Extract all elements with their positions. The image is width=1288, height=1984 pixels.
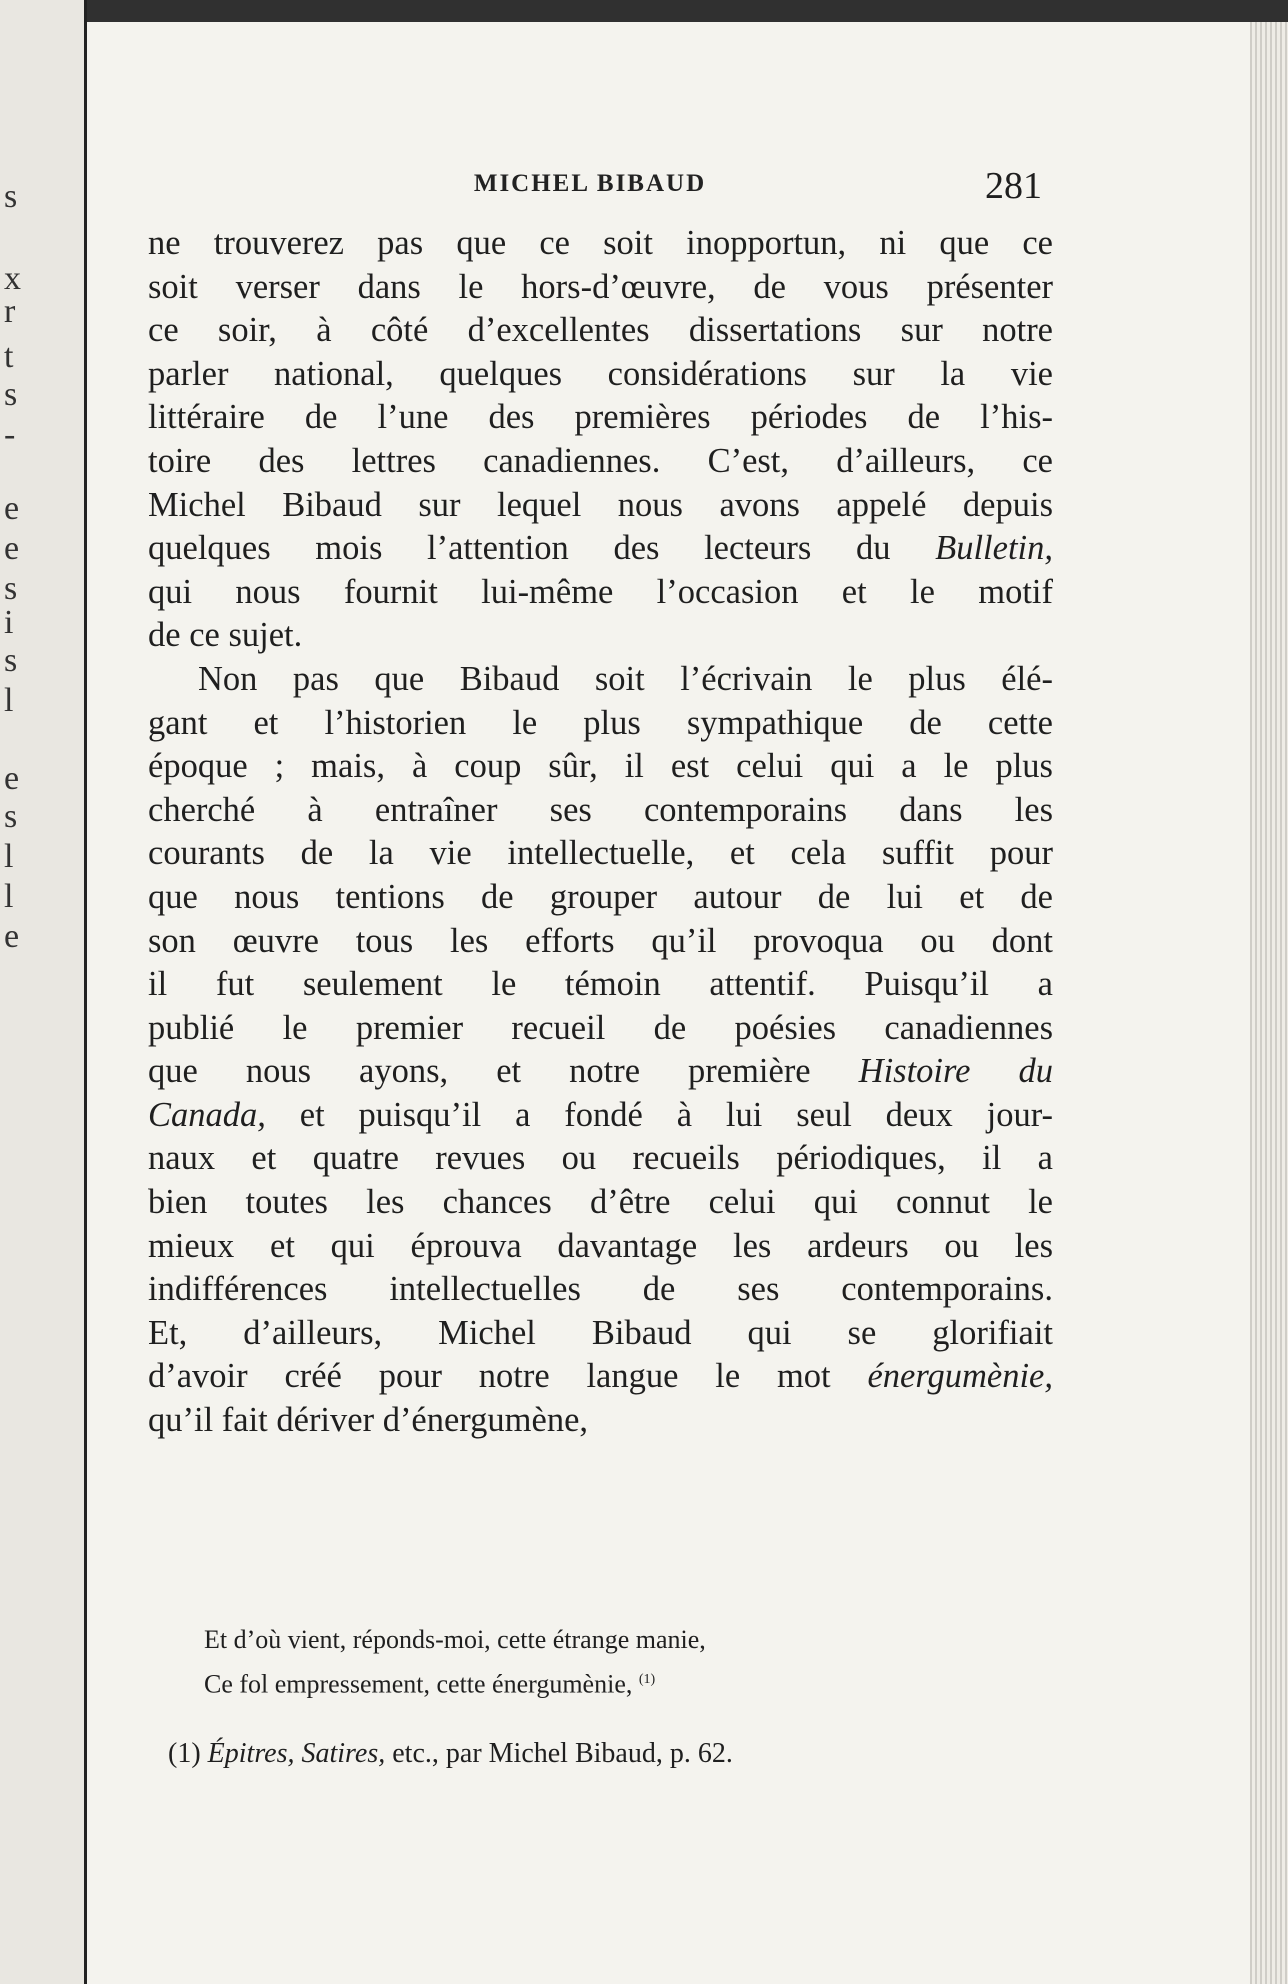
previous-page-char: s (4, 642, 18, 679)
text-line: de ce sujet. (148, 616, 303, 655)
text-run: et puisqu’il a fondé à lui seul deux jour- (265, 1095, 1053, 1134)
page-stack-edge (1250, 22, 1288, 1984)
running-head: MICHEL BIBAUD (473, 170, 707, 197)
previous-page-char: s (4, 376, 18, 413)
italic-title: Épitres, Satires, (207, 1738, 386, 1769)
text-line: littéraire de l’une des premières périodes de l’his- (148, 398, 1053, 437)
text-line: Et, d’ailleurs, Michel Bibaud qui se glorifiait (148, 1313, 1053, 1352)
previous-page-char: l (4, 838, 14, 875)
footnote-ref: (1) (638, 1672, 656, 1687)
text-line (148, 1355, 1053, 1399)
previous-page-char: l (4, 878, 14, 915)
verse-line (204, 1660, 964, 1705)
previous-page-char: s (4, 570, 18, 607)
text-line: cherché à entraîner ses contemporains dans les (148, 790, 1053, 829)
text-line: qui nous fournit lui-même l’occasion et le motif (148, 572, 1053, 611)
previous-page-char: e (4, 530, 20, 567)
text-line: Michel Bibaud sur lequel nous avons appelé depuis (148, 485, 1053, 524)
text-line: Non pas que Bibaud soit l’écrivain le plus élé- (198, 659, 1053, 698)
previous-page-char: x (4, 260, 21, 297)
previous-page-char: r (4, 293, 16, 330)
italic-title: Canada, (148, 1095, 266, 1134)
previous-page-char: i (4, 604, 14, 641)
previous-page-edge (0, 0, 87, 1984)
text-line: soit verser dans le hors-d’œuvre, de vous présenter (148, 267, 1053, 306)
text-line: mieux et qui éprouva davantage les ardeurs ou les (148, 1226, 1053, 1265)
text-line (148, 1050, 1053, 1094)
italic-title: Bulletin, (935, 529, 1053, 568)
previous-page-char: s (4, 798, 18, 835)
text-line (148, 527, 1053, 571)
text-run: quelques mois l’attention des lecteurs du (148, 529, 936, 568)
previous-page-char: e (4, 760, 20, 797)
text-line: ne trouverez pas que ce soit inopportun, ni que ce (148, 224, 1053, 262)
text-line: courants de la vie intellectuelle, et cela suffit pour (148, 834, 1053, 873)
previous-page-char: s (4, 178, 18, 215)
footnote-mark: (1) (168, 1738, 201, 1769)
verse-line: Et d’où vient, réponds-moi, cette étrange manie, (204, 1625, 706, 1654)
page-number: 281 (985, 165, 1042, 207)
italic-word: énergumènie, (867, 1357, 1053, 1396)
text-line: publié le premier recueil de poésies canadiennes (148, 1008, 1053, 1047)
previous-page-char: e (4, 918, 20, 955)
previous-page-char: t (4, 338, 14, 375)
scan-top-border (87, 0, 1288, 22)
text-line: qu’il fait dériver d’énergumène, (148, 1401, 589, 1440)
text-line: indifférences intellectuelles de ses contemporains. (148, 1270, 1053, 1309)
text-line: son œuvre tous les efforts qu’il provoqua ou dont (148, 921, 1053, 960)
text-line: parler national, quelques considérations sur la vie (148, 354, 1053, 393)
verse-quote (204, 1620, 964, 1705)
footnote (168, 1738, 968, 1770)
text-run: d’avoir créé pour notre langue le mot (148, 1357, 868, 1396)
text-run: Ce fol empressement, cette énergumènie, (204, 1669, 633, 1699)
previous-page-char: l (4, 682, 14, 719)
text-line: il fut seulement le témoin attentif. Puisqu’il a (148, 965, 1053, 1004)
text-line: époque ; mais, à coup sûr, il est celui qui a le plus (148, 747, 1053, 786)
text-run: etc., par Michel Bibaud, p. 62. (385, 1738, 733, 1769)
text-line: toire des lettres canadiennes. C’est, d’ailleurs, ce (148, 441, 1053, 480)
text-run: que nous ayons, et notre première (148, 1052, 859, 1091)
text-line: ce soir, à côté d’excellentes dissertations sur notre (148, 311, 1053, 350)
previous-page-char: e (4, 490, 20, 527)
previous-page-char: - (4, 416, 16, 453)
text-line: gant et l’historien le plus sympathique de cette (148, 703, 1053, 742)
text-line: que nous tentions de grouper autour de lui et de (148, 877, 1053, 916)
text-line: naux et quatre revues ou recueils périodiques, il a (148, 1139, 1053, 1178)
italic-title: Histoire du (858, 1052, 1053, 1091)
body-text (148, 222, 1053, 1443)
text-line (148, 1094, 1053, 1138)
text-line: bien toutes les chances d’être celui qui connut le (148, 1183, 1053, 1222)
